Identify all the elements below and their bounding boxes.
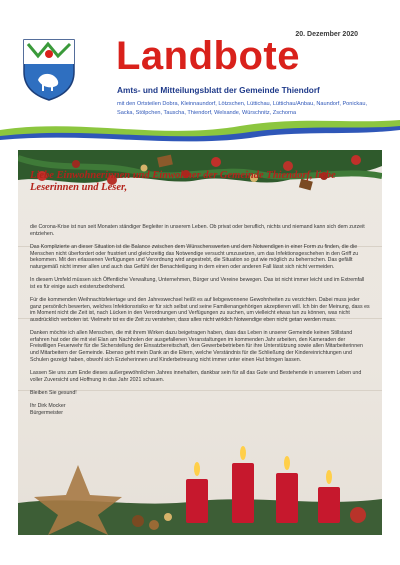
letter-body xyxy=(30,224,370,416)
issue-date: 20. Dezember 2020 xyxy=(295,31,358,38)
newsletter-subtitle: Amts- und Mitteilungsblatt der Gemeinde Thiendorf xyxy=(117,85,320,95)
header-waves xyxy=(0,112,400,142)
letter-paragraph: Danken möchte ich allen Menschen, die mit ihrem Wirken dazu beigetragen haben, dass das Leben in unserer Gemeinde keinen Stillstand erfahren hat oder die mit viel Elan am Nachholen der ausgefallenen Veranstaltungen im kommenden Jahr arbeiten, den Kameraden der Freiwilligen Feuerwehr für die Sicherstellung der Einsatzbereitschaft, den Gewerbebetrieben für ihre Unterstützung sowie allen Mitarbeiterinnen und Mitarbeitern der Gemeinde. Ebenso geht mein Dank an die Eltern, welche Verständnis für die Schließung der Kindereinrichtungen und Schulen gezeigt haben, obwohl sich Erzieherinnen und Kinderbetreuung nicht immer unter einen Hut bringen lassen. xyxy=(30,330,363,363)
letter-paragraph: die Corona-Krise ist nun seit Monaten ständiger Begleiter in unserem Leben. Ob privat oder beruflich, nichts und niemand kann sich dem zurzeit entziehen. xyxy=(30,224,365,237)
letter-closing: Bleiben Sie gesund! xyxy=(30,389,77,396)
coat-of-arms-icon xyxy=(22,38,76,102)
advent-candles-decoration xyxy=(18,425,382,535)
signature-role: Bürgermeister xyxy=(30,409,63,416)
signature-name: Ihr Dirk Mocker xyxy=(30,402,66,409)
newsletter-title: Landbote xyxy=(116,34,300,78)
district-list: mit den Ortsteilen Dobra, Kleinnaundorf, Lötzschen, Lüttichau, Lüttichau/Anbau, Naundorf, Ponickau, Sacka, Stölpchen, Tauscha, Thiendorf, Welxande, Würschnitz, Zschorna xyxy=(117,101,368,116)
christmas-letter-panel xyxy=(18,150,382,535)
letter-paragraph: Lassen Sie uns zum Ende dieses außergewöhnlichen Jahres innehalten, dankbar sein für all das Gute und Bestehende in unserem Leben und voller Zuversicht und Hoffnung in das Jahr 2021 schauen. xyxy=(30,369,362,383)
letter-paragraph: Für die kommenden Weihnachtsfeiertage und den Jahreswechsel heißt es auf liebgewonnene Gewohnheiten zu verzichten. Dabei muss jeder ganz persönlich bewerten, welches Infektionsrisiko er für sich selbst und seine Familienangehörigen akzeptieren will. Ich bin der Meinung, dass es im Moment nicht die Zeit ist, nach Lücken in den Verordnungen und Verfügungen zu suchen, um vielleicht etwas tun zu können, was nicht ausdrücklich verboten ist. Vielmehr ist es die Zeit zu verstehen, dass alles nicht wirklich Notwendige eben nicht getan werden muss. xyxy=(30,296,370,323)
letter-paragraph: In diesem Umfeld müssen sich Öffentliche Verwaltung, Unternehmen, Bürger und Vereine bewegen. Das ist nicht immer leicht und im Extremfall ist es für einige auch existenzbedrohend. xyxy=(30,277,365,290)
letter-paragraph: Das Komplizierte an dieser Situation ist die Balance zwischen dem Wünschenswerten und dem Notwendigen in einer Form zu finden, die die Menschen nicht überfordert oder frustriert und gleichzeitig das Notwendige versucht umzusetzen, um das Infektionsgeschehen in den Griff zu bekommen. Mit den erlassenen Verfügungen und Verordnung wird angestrebt, die Situation so gut wie möglich zu beherrschen. Das gefällt naturgemäß nicht immer allen und auch das Gefühl der Benachteiligung in dem einen oder anderen Fall lässt sich nicht vermeiden. xyxy=(30,243,359,270)
letter-greeting: Liebe Einwohnerinnen und Einwohner der Gemeinde Thiendorf, liebe Leserinnen und Leser, xyxy=(30,170,336,193)
